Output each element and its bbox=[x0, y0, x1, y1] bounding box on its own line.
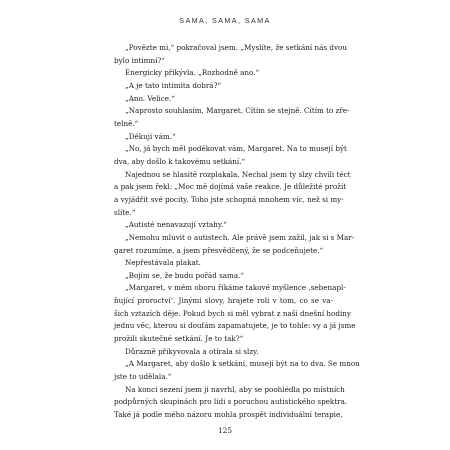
page-number: 125 bbox=[217, 426, 233, 435]
text-line: bylo intimní?“ bbox=[114, 55, 165, 65]
text-line: „Ano. Velice.“ bbox=[125, 93, 175, 103]
text-line: šich vztazích děje. Pokud bych si měl vybrat z naší dnešní hodiny bbox=[114, 308, 351, 318]
text-line: Také já podle mého názoru mohla prospět individuální terapie, bbox=[114, 410, 343, 420]
text-line: „Naprosto souhlasím, Margaret. Cítím se stejně. Cítím to zře- bbox=[125, 106, 350, 116]
body-text bbox=[114, 42, 360, 422]
text-line: prožili skutečné setkání. Je to tak?“ bbox=[114, 334, 244, 344]
text-line: Na konci sezení jsem ji navrhl, aby se poohlédla po místních bbox=[125, 384, 345, 394]
text-line: garet rozumíme, a jsem přesvědčený, že se podceňujete.“ bbox=[114, 245, 324, 255]
text-line: dva, aby došlo k takovému setkání.“ bbox=[114, 156, 246, 166]
text-line: ňující proroctví‘. Jinými slovy, hrajete roli v tom, co se va- bbox=[114, 296, 333, 306]
text-line: Energicky přikývla. „Rozhodně ano.“ bbox=[125, 68, 260, 78]
text-line: „Autisté nenavazují vztahy.“ bbox=[125, 220, 227, 230]
text-line: Nepřestávala plakat. bbox=[125, 258, 201, 268]
text-line: Najednou se hlasitě rozplakala. Nechal jsem ty slzy chvíli téct bbox=[125, 169, 351, 179]
text-line: telně.“ bbox=[114, 118, 139, 128]
text-line: a vyjádřit své pocity. Toho jste schopná mnohem víc, než si my- bbox=[114, 194, 344, 204]
text-line: „Bojím se, že budu pořád sama.“ bbox=[125, 270, 245, 280]
text-line: a pak jsem řekl: „Moc mě dojímá vaše reakce. Je důležité prožít bbox=[114, 182, 347, 192]
running-header: SAMA, SAMA, SAMA bbox=[179, 16, 271, 25]
text-line: Důrazně přikyvovala a otírala si slzy. bbox=[125, 346, 259, 356]
text-line: podpůrných skupinách pro lidi s poruchou autistického spektra. bbox=[114, 397, 348, 407]
text-line: jste to udělala.“ bbox=[114, 372, 172, 382]
text-line: „No, já bych měl poděkovat vám, Margaret. Na to musejí být bbox=[125, 144, 347, 154]
text-line: „Děkuji vám.“ bbox=[125, 131, 176, 141]
text-line: „Nemohu mluvit o autistech. Ale právě jsem zažil, jak si s Mar- bbox=[125, 232, 355, 242]
text-line: „Margaret, v mém oboru říkáme takové myšlence ‚sebenapl- bbox=[125, 283, 346, 293]
text-line: „Povězte mi,“ pokračoval jsem. „Myslíte, že setkání nás dvou bbox=[125, 43, 347, 52]
text-line: jednu věc, kterou si doufám zapamatujete, je to tohle: vy a já jsme bbox=[114, 321, 356, 331]
text-line: „A je tato intimita dobrá?“ bbox=[125, 80, 222, 90]
text-line: „A Margaret, aby došlo k setkání, musejí být na to dva. Se mnou bbox=[125, 359, 360, 369]
text-line: slíte.“ bbox=[114, 207, 136, 217]
